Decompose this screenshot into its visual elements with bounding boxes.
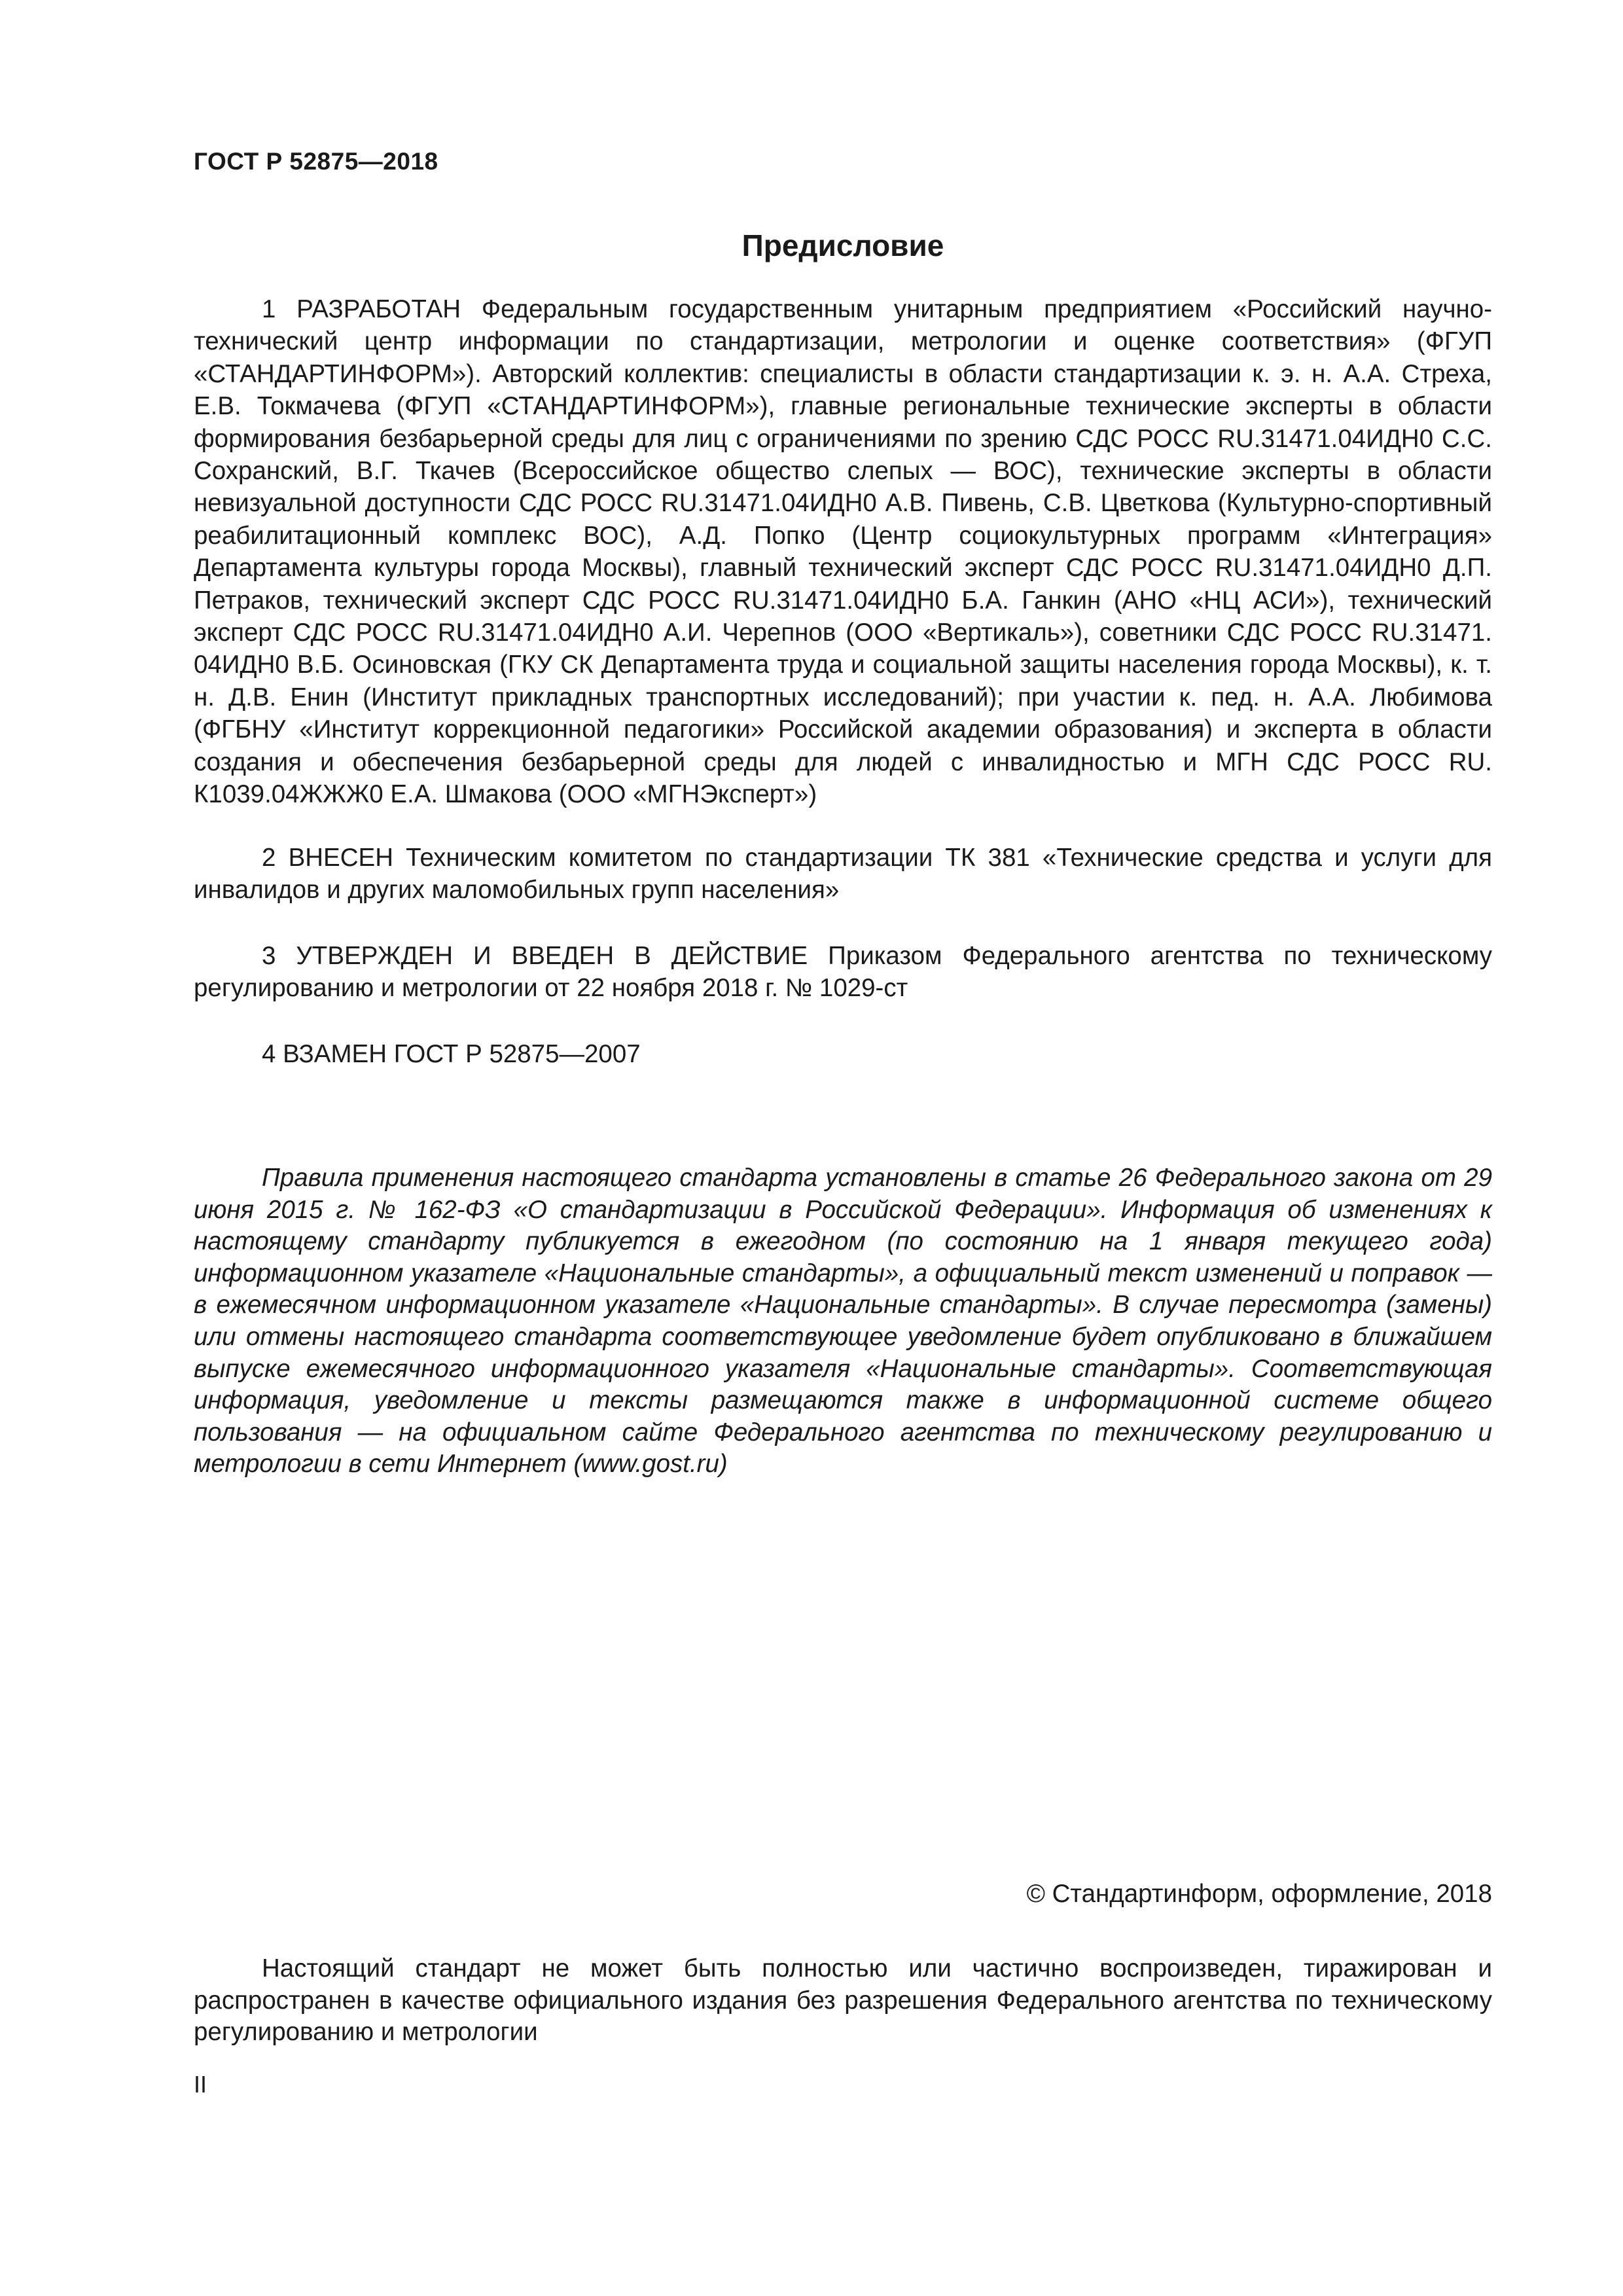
item-1-developer: 1 РАЗРАБОТАН Федеральным государственным унитарным предприятием «Российский научно-технический центр информации по стандартизации, метрологии и оценке соответствия» (ФГУП «СТАНДАРТИНФОРМ»). Авторский коллектив: специалисты в области стандартизации к. э. н. А.А. Стреха, Е.В. Токмачева (ФГУП «СТАНДАРТИНФОРМ»), главные региональные технические эксперты в области формирования безбарьерной среды для лиц с ограничениями по зрению СДС РОСС RU.31471.04ИДН0 С.С. Сохранский, В.Г. Ткачев (Всероссийское общество слепых — ВОС), технические эксперты в области невизуальной доступности СДС РОСС RU.31471.04ИДН0 А.В. Пивень, С.В. Цветкова (Культурно-спортивный реабилитационный комплекс ВОС), А.Д. Попко (Центр социокультурных программ «Интеграция» Департамента культуры города Москвы), главный технический эксперт СДС РОСС RU.31471.04ИДН0 Д.П. Петраков, технический эксперт СДС РОСС RU.31471.04ИДН0 Б.А. Ганкин (АНО «НЦ АСИ»), технический эксперт СДС РОСС RU.31471.04ИДН0 А.И. Черепнов (ООО «Вертикаль»), советники СДС РОСС RU.31471. 04ИДН0 В.Б. Осиновская (ГКУ СК Департамента труда и социальной защиты населения города Москвы), к. т. н. Д.В. Енин (Институт прикладных транспортных исследований); при участии к. пед. н. А.А. Любимова (ФГБНУ «Институт коррекционной педагогики» Российской академии образования) и эксперта в области создания и обеспечения безбарьерной среды для людей с инвалидностью и МГН СДС РОСС RU. К1039.04ЖЖЖ0 Е.А. Шмакова (ООО «МГНЭксперт») <box>194 295 1492 809</box>
item-4-replaces: 4 ВЗАМЕН ГОСТ Р 52875—2007 <box>262 1040 641 1068</box>
application-rules-note: Правила применения настоящего стандарта установлены в статье 26 Федерального закона от 29 июня 2015 г. № 162-ФЗ «О стандартизации в Российской Федерации». Информация об изменениях к настоящему стандарту публикуется в ежегодном (по состоянию на 1 января текущего года) информационном указателе «Национальные стандарты», а официальный текст изменений и поправок — в ежемесячном информационном указателе «Национальные стандарты». В случае пересмотра (замены) или отмены настоящего стандарта соответствующее уведомление будет опубликовано в ближайшем выпуске ежемесячного информационного указателя «Национальные стандарты». Соответствующая информация, уведомление и тексты размещаются также в информационной системе общего пользования — на официальном сайте Федерального агентства по техническому регулированию и метрологии в сети Интернет (www.gost.ru) <box>194 1164 1492 1479</box>
page-title: Предисловие <box>741 228 944 262</box>
item-3-approved: 3 УТВЕРЖДЕН И ВВЕДЕН В ДЕЙСТВИЕ Приказом Федерального агентства по техническому регулированию и метрологии от 22 ноября 2018 г. № 1029-ст <box>194 942 1492 1003</box>
item-2-introduced: 2 ВНЕСЕН Техническим комитетом по стандартизации ТК 381 «Технические средства и услуги для инвалидов и других маломобильных групп населения» <box>194 844 1492 905</box>
document-code: ГОСТ Р 52875—2018 <box>194 148 438 175</box>
copyright-line: © Стандартинформ, оформление, 2018 <box>1026 1880 1492 1908</box>
reproduction-notice: Настоящий стандарт не может быть полностью или частично воспроизведен, тиражирован и распространен в качестве официального издания без разрешения Федерального агентства по техническому регулированию и метрологии <box>194 1954 1492 2047</box>
page-number: II <box>194 2071 207 2098</box>
